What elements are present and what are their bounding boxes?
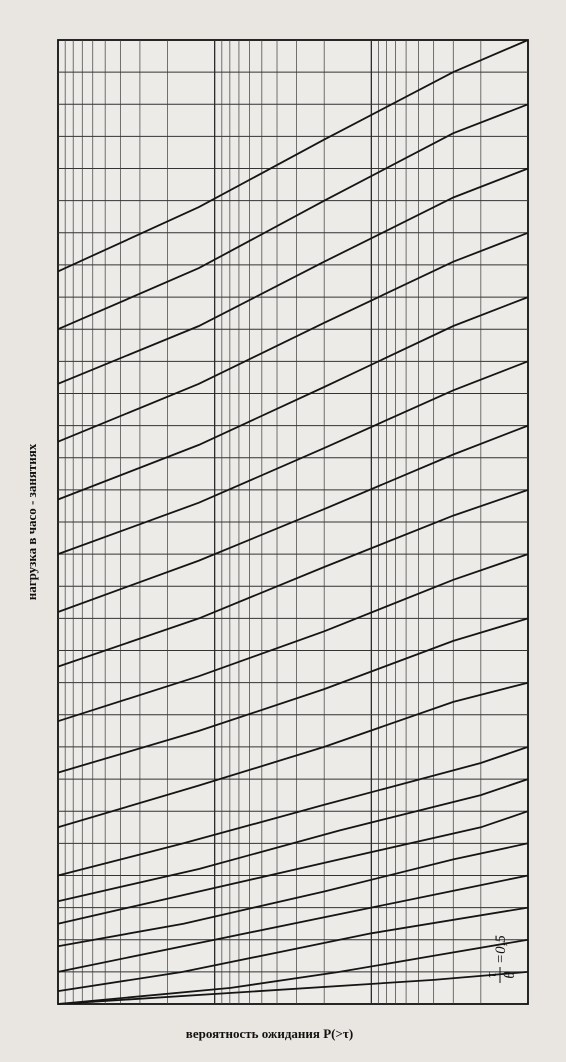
plot-area: [24, 40, 528, 1041]
rotated-chart-group: [24, 40, 528, 1041]
param-value: =0,5: [493, 935, 509, 964]
x-axis-title: нагрузка в часо - занятиях: [24, 443, 39, 601]
y-axis-title: вероятность ожидания P(>τ): [185, 1026, 354, 1041]
param-numerator: τ: [484, 972, 500, 978]
param-denominator: θ: [502, 971, 518, 979]
